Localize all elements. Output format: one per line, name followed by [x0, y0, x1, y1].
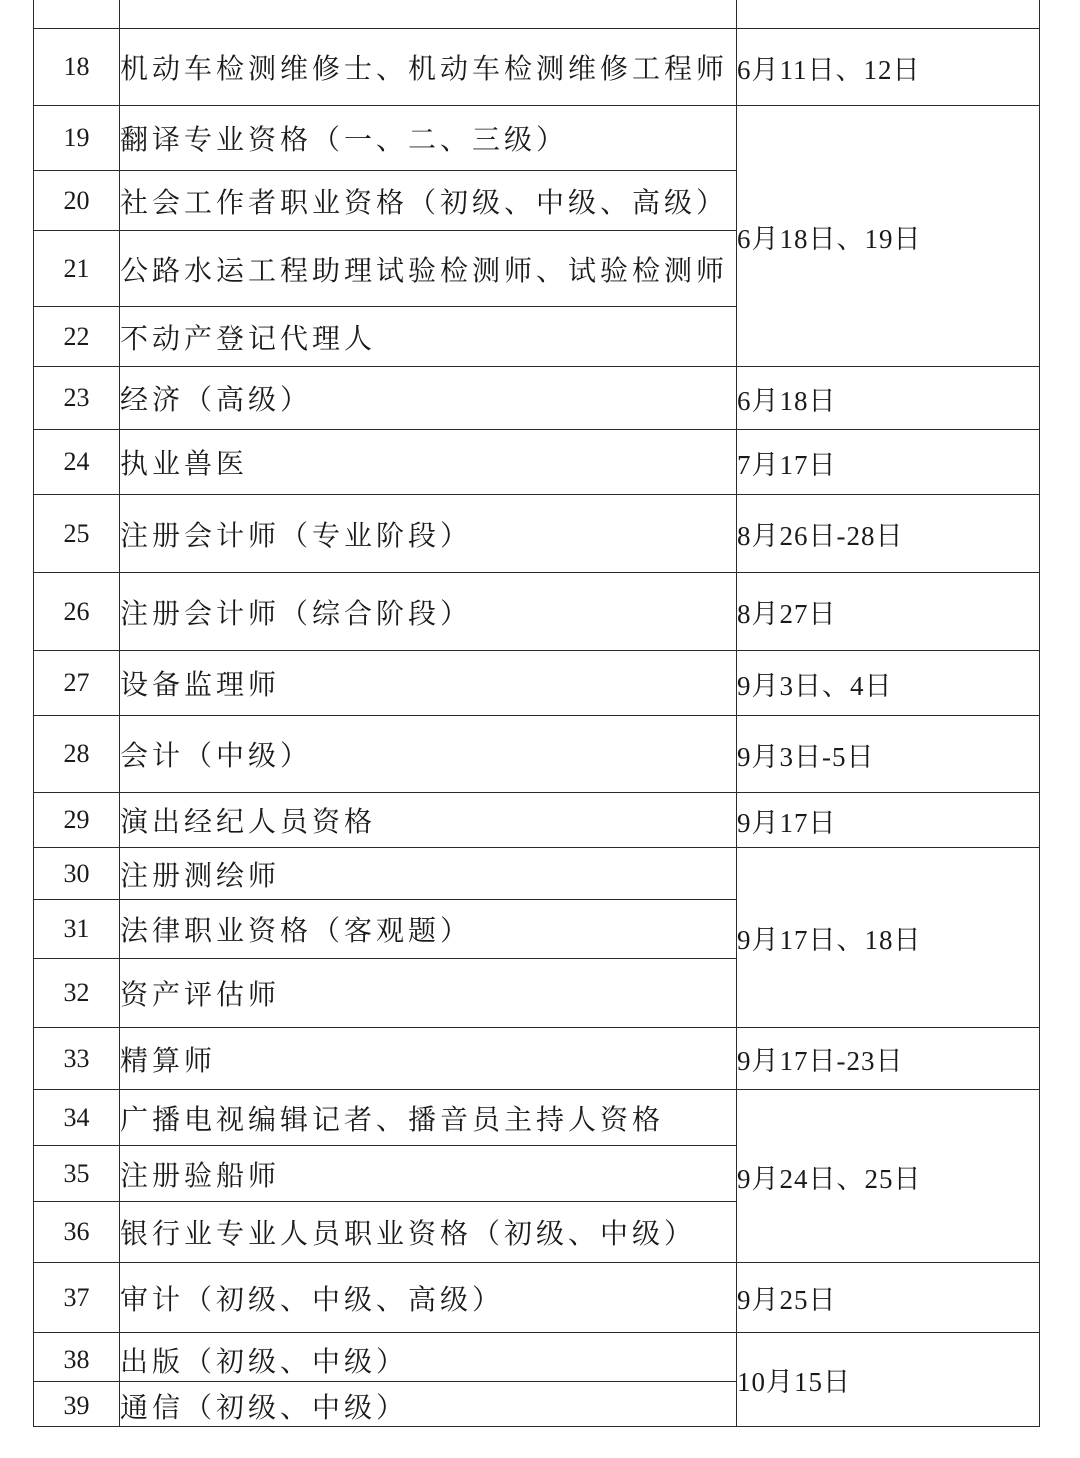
row-number: 30 — [34, 848, 120, 900]
exam-name: 不动产登记代理人 — [120, 307, 737, 367]
table-row — [34, 1028, 1040, 1090]
row-number: 24 — [34, 430, 120, 495]
exam-date: 7月17日 — [737, 430, 1040, 495]
row-number: 36 — [34, 1202, 120, 1263]
exam-date: 8月26日-28日 — [737, 495, 1040, 573]
exam-name: 法律职业资格（客观题） — [120, 900, 737, 959]
row-number: 35 — [34, 1146, 120, 1202]
exam-name: 通信（初级、中级） — [120, 1382, 737, 1427]
row-number: 26 — [34, 573, 120, 651]
row-number: 39 — [34, 1382, 120, 1427]
table-row — [34, 0, 1040, 29]
exam-date: 8月27日 — [737, 573, 1040, 651]
exam-name: 注册会计师（专业阶段） — [120, 495, 737, 573]
row-number: 27 — [34, 651, 120, 716]
exam-date: 9月24日、25日 — [737, 1090, 1040, 1263]
row-number: 20 — [34, 171, 120, 231]
exam-name — [120, 0, 737, 29]
exam-date: 10月15日 — [737, 1333, 1040, 1427]
exam-name: 执业兽医 — [120, 430, 737, 495]
row-number: 33 — [34, 1028, 120, 1090]
row-number: 37 — [34, 1263, 120, 1333]
exam-name: 精算师 — [120, 1028, 737, 1090]
row-number: 21 — [34, 231, 120, 307]
row-number: 29 — [34, 793, 120, 848]
exam-name: 社会工作者职业资格（初级、中级、高级） — [120, 171, 737, 231]
row-number: 38 — [34, 1333, 120, 1382]
table-row — [34, 848, 1040, 900]
row-number: 25 — [34, 495, 120, 573]
exam-date: 9月3日-5日 — [737, 716, 1040, 793]
table-row — [34, 29, 1040, 106]
row-number: 18 — [34, 29, 120, 106]
table-row — [34, 573, 1040, 651]
table-row — [34, 1263, 1040, 1333]
exam-name: 翻译专业资格（一、二、三级） — [120, 106, 737, 171]
row-number: 28 — [34, 716, 120, 793]
row-number — [34, 0, 120, 29]
exam-name: 公路水运工程助理试验检测师、试验检测师 — [120, 231, 737, 307]
exam-name: 注册会计师（综合阶段） — [120, 573, 737, 651]
row-number: 32 — [34, 959, 120, 1028]
table-row — [34, 106, 1040, 171]
exam-date: 9月17日、18日 — [737, 848, 1040, 1028]
exam-name: 会计（中级） — [120, 716, 737, 793]
row-number: 23 — [34, 367, 120, 430]
exam-schedule-table — [33, 0, 1040, 1427]
exam-date: 9月17日 — [737, 793, 1040, 848]
exam-name: 资产评估师 — [120, 959, 737, 1028]
row-number: 19 — [34, 106, 120, 171]
row-number: 31 — [34, 900, 120, 959]
exam-date: 6月11日、12日 — [737, 29, 1040, 106]
exam-date: 6月18日、19日 — [737, 106, 1040, 367]
exam-name: 审计（初级、中级、高级） — [120, 1263, 737, 1333]
table-row — [34, 716, 1040, 793]
exam-name: 注册测绘师 — [120, 848, 737, 900]
exam-name: 出版（初级、中级） — [120, 1333, 737, 1382]
table-row — [34, 793, 1040, 848]
exam-name: 广播电视编辑记者、播音员主持人资格 — [120, 1090, 737, 1146]
exam-name: 机动车检测维修士、机动车检测维修工程师 — [120, 29, 737, 106]
exam-date: 9月3日、4日 — [737, 651, 1040, 716]
table-row — [34, 367, 1040, 430]
exam-date: 9月17日-23日 — [737, 1028, 1040, 1090]
exam-name: 注册验船师 — [120, 1146, 737, 1202]
exam-date — [737, 0, 1040, 29]
exam-date: 9月25日 — [737, 1263, 1040, 1333]
exam-name: 经济（高级） — [120, 367, 737, 430]
table-row — [34, 1090, 1040, 1146]
table-row — [34, 651, 1040, 716]
row-number: 34 — [34, 1090, 120, 1146]
exam-name: 演出经纪人员资格 — [120, 793, 737, 848]
exam-name: 银行业专业人员职业资格（初级、中级） — [120, 1202, 737, 1263]
exam-name: 设备监理师 — [120, 651, 737, 716]
table-row — [34, 495, 1040, 573]
exam-date: 6月18日 — [737, 367, 1040, 430]
table-row — [34, 430, 1040, 495]
row-number: 22 — [34, 307, 120, 367]
table-row — [34, 1333, 1040, 1382]
